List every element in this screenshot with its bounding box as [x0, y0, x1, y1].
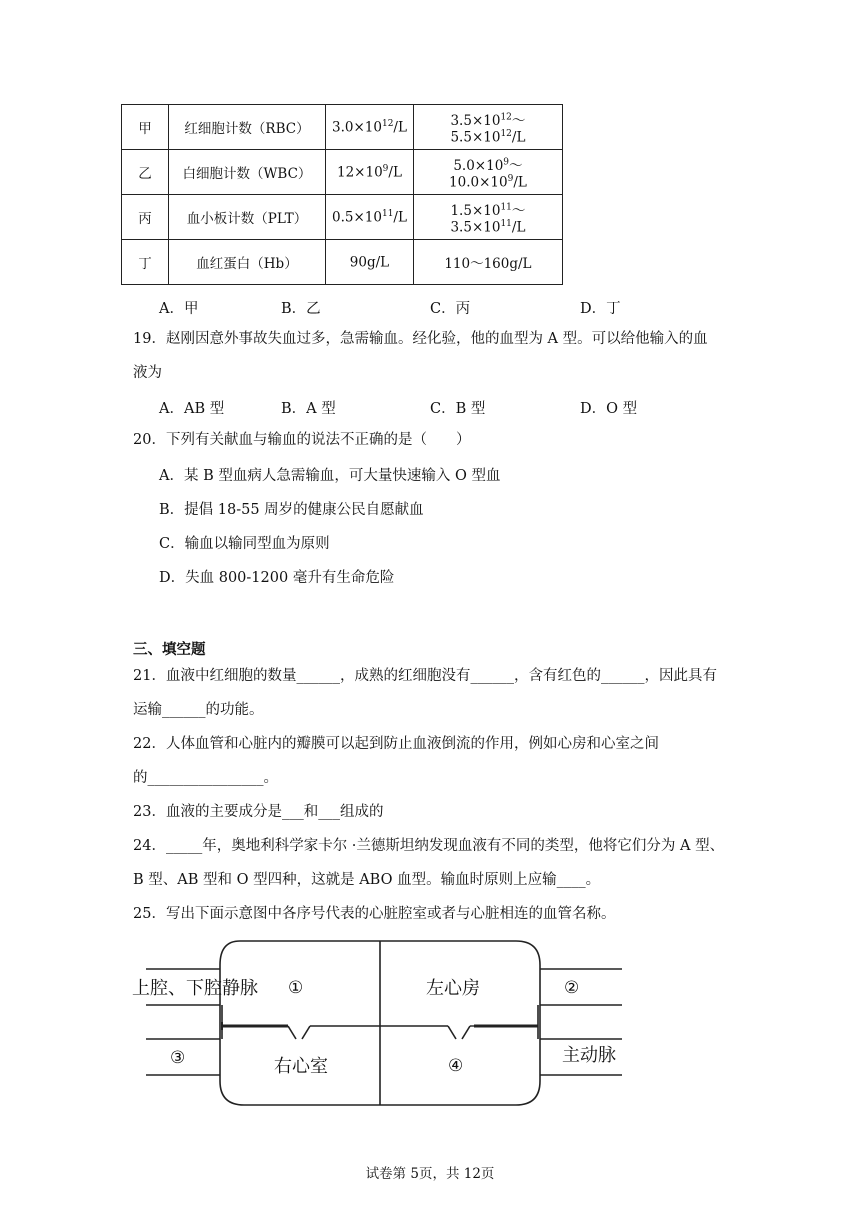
- q19-option-b[interactable]: B．A 型: [281, 401, 336, 417]
- row-value: 90g/L: [326, 240, 414, 285]
- heart-diagram: [130, 935, 630, 1115]
- q18-option-d[interactable]: D．丁: [580, 301, 621, 317]
- label-num4: ④: [448, 1056, 464, 1076]
- row-value: $12\times 10^9/L$: [326, 150, 414, 195]
- row-item: 血红蛋白（Hb）: [169, 240, 326, 285]
- label-num1: ①: [288, 978, 304, 998]
- table-row: [122, 240, 563, 285]
- left-av-valve-left: [448, 1026, 456, 1039]
- q22-line2: 的________________。: [133, 770, 278, 786]
- q24-line1: 24．_____年，奥地利科学家卡尔 ·兰德斯坦纳发现血液有不同的类型，他将它们分为 A 型、: [133, 838, 725, 854]
- q20-option-a[interactable]: A．某 B 型血病人急需输血，可大量快速输入 O 型血: [159, 468, 501, 484]
- vena-cava-label: 上腔、下腔静脉: [132, 978, 258, 999]
- q21-line1: 21．血液中红细胞的数量______，成熟的红细胞没有______，含有红色的______，因此具有: [133, 668, 717, 684]
- table-row: [122, 195, 563, 240]
- q18-option-a[interactable]: A．甲: [159, 301, 199, 317]
- q20-stem: 20．下列有关献血与输血的说法不正确的是（ ）: [133, 432, 471, 448]
- row-item: 白细胞计数（WBC）: [169, 150, 326, 195]
- row-range: $1.5\times 10^{11}\sim 3.5\times 10^{11}/L$: [413, 195, 562, 240]
- q19-option-c[interactable]: C．B 型: [430, 401, 486, 417]
- table-row: [122, 105, 563, 150]
- section-title: 三、填空题: [133, 641, 206, 658]
- right-av-valve-left: [288, 1026, 296, 1039]
- q24-line2: B 型、AB 型和 O 型四种，这就是 ABO 血型。输血时原则上应输____。: [133, 872, 601, 888]
- q19-option-a[interactable]: A．AB 型: [159, 401, 225, 417]
- row-label: 乙: [122, 150, 169, 195]
- q20-option-b[interactable]: B．提倡 18-55 周岁的健康公民自愿献血: [159, 502, 424, 518]
- label-num2: ②: [564, 978, 580, 998]
- right-ventricle-label: 右心室: [274, 1056, 328, 1077]
- q20-option-d[interactable]: D．失血 800-1200 毫升有生命危险: [159, 570, 395, 586]
- left-atrium-label: 左心房: [426, 978, 480, 999]
- right-av-valve-right: [302, 1026, 310, 1039]
- row-range: $5.0\times 10^9\sim 10.0\times 10^9/L$: [413, 150, 562, 195]
- row-value: $3.0\times 10^{12}/L$: [326, 105, 414, 150]
- q18-option-c[interactable]: C．丙: [430, 301, 471, 317]
- label-num3: ③: [170, 1048, 186, 1068]
- q19-stem-line1: 19．赵刚因意外事故失血过多，急需输血。经化验，他的血型为 A 型。可以给他输入的血: [133, 331, 708, 347]
- row-label: 丁: [122, 240, 169, 285]
- q25-line1: 25．写出下面示意图中各序号代表的心脏腔室或者与心脏相连的血管名称。: [133, 906, 616, 922]
- q22-line1: 22．人体血管和心脏内的瓣膜可以起到防止血液倒流的作用，例如心房和心室之间: [133, 736, 659, 752]
- q19-stem-line2: 液为: [133, 365, 162, 381]
- q23-line1: 23．血液的主要成分是___和___组成的: [133, 804, 384, 820]
- row-label: 丙: [122, 195, 169, 240]
- page-footer: 试卷第 5页，共 12页: [365, 1166, 495, 1182]
- q18-option-b[interactable]: B．乙: [281, 301, 321, 317]
- table-row: [122, 150, 563, 195]
- row-label: 甲: [122, 105, 169, 150]
- aorta-label: 主动脉: [562, 1045, 616, 1066]
- row-range: 110～160g/L: [413, 240, 562, 285]
- q21-line2: 运输______的功能。: [133, 702, 264, 718]
- left-av-valve-right: [462, 1026, 470, 1039]
- row-value: $0.5\times 10^{11}/L$: [326, 195, 414, 240]
- row-item: 血小板计数（PLT）: [169, 195, 326, 240]
- q19-option-d[interactable]: D．O 型: [580, 401, 638, 417]
- q20-option-c[interactable]: C．输血以输同型血为原则: [159, 536, 330, 552]
- row-range: $3.5\times 10^{12}\sim 5.5\times 10^{12}/L$: [413, 105, 562, 150]
- row-item: 红细胞计数（RBC）: [169, 105, 326, 150]
- blood-test-table: [121, 104, 563, 285]
